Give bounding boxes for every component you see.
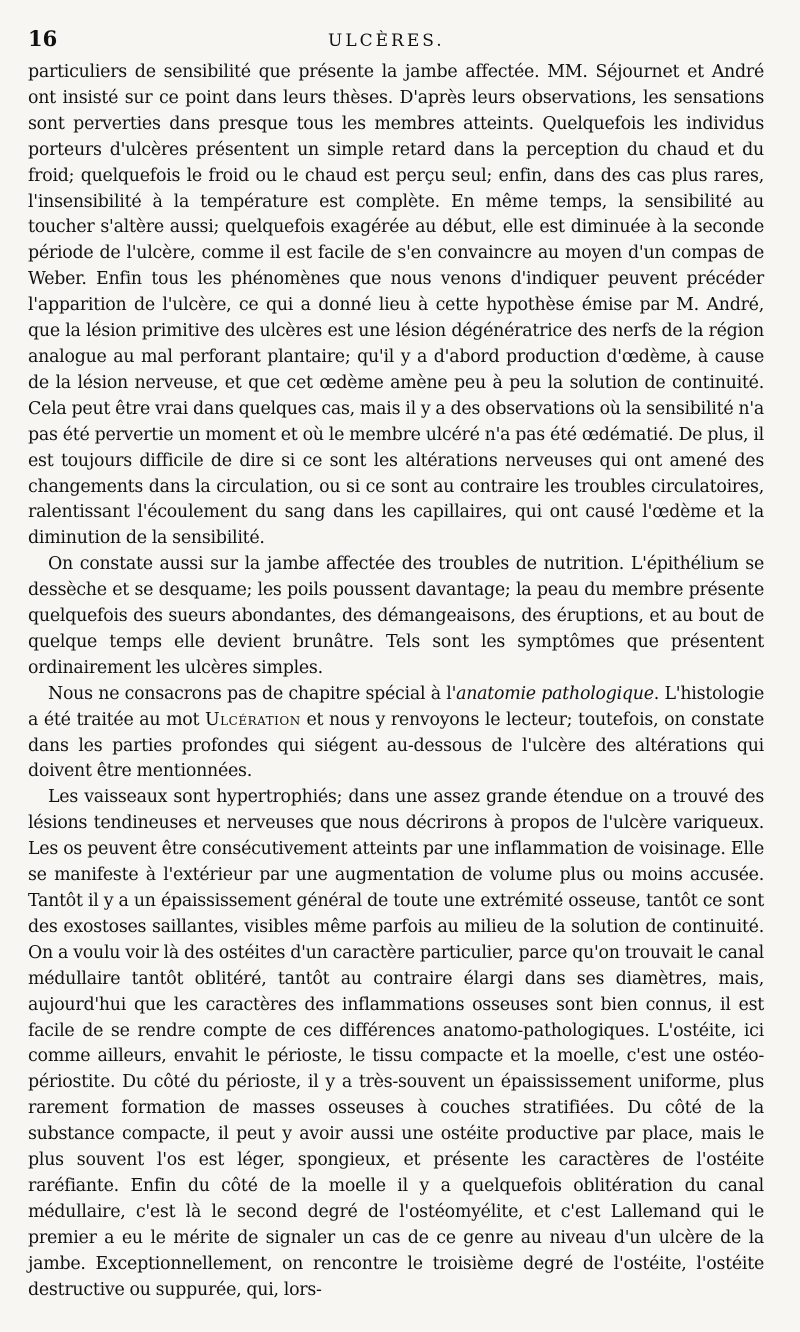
anatomy-italic-term: anatomie pathologique — [456, 683, 654, 704]
page-body — [28, 60, 764, 1304]
paragraph-anatomy — [28, 682, 764, 786]
anatomy-text-end: et nous y renvoyons le lecteur; toutefois, on constate dans les parties profondes qui siégent au-dessous de l'ulcère des altérations qui doivent être mentionnées. — [28, 709, 764, 782]
paragraph-nutrition: On constate aussi sur la jambe affectée des troubles de nutrition. L'épithélium se dessèche et se desquame; les poils poussent davantage; la peau du membre présente quelquefois des sueurs abondantes, des démangeaisons, des éruptions, et au bout de quelque temps elle devient brunâtre. Tels sont les symptômes que présentent ordinairement les ulcères simples. — [28, 554, 764, 678]
page-number: 16 — [28, 26, 58, 51]
paragraph-sensibility: particuliers de sensibilité que présente la jambe affectée. MM. Séjournet et André ont insisté sur ce point dans leurs thèses. D'après leurs observations, les sensations sont perverties dans presque tous les membres atteints. Quelquefois les individus porteurs d'ulcères présentent un simple retard dans la perception du chaud et du froid; quelquefois le froid ou le chaud est perçu seul; enfin, dans des cas plus rares, l'insensibilité à la température est complète. En même temps, la sensibilité au toucher s'altère aussi; quelquefois exagérée au début, elle est diminuée à la seconde période de l'ulcère, comme il est facile de s'en convaincre au moyen d'un compas de Weber. Enfin tous les phénomènes que nous venons d'indiquer peuvent précéder l'apparition de l'ulcère, ce qui a donné lieu à cette hypothèse émise par M. André, que la lésion primitive des ulcères est une lésion dégénératrice des nerfs de la région analogue au mal perforant plantaire; qu'il y a d'abord production d'œdème, à cause de la lésion nerveuse, et que cet œdème amène peu à peu la solution de continuité. Cela peut être vrai dans quelques cas, mais il y a des observations où la sensibilité n'a pas été pervertie un moment et où le membre ulcéré n'a pas été œdématié. De plus, il est toujours difficile de dire si ce sont les altérations nerveuses qui ont amené des changements dans la circulation, ou si ce sont au contraire les troubles circulatoires, ralentissant l'écoulement du sang dans les capillaires, qui ont causé l'œdème et la diminution de la sensibilité. — [28, 62, 764, 549]
page-header — [28, 26, 764, 60]
anatomy-small-caps-term: Ulcération — [205, 709, 301, 730]
paragraph-vessels-bones: Les vaisseaux sont hypertrophiés; dans une assez grande étendue on a trouvé des lésions tendineuses et nerveuses que nous décrirons à propos de l'ulcère variqueux. Les os peuvent être consécutivement atteints par une inflammation de voisinage. Elle se manifeste à l'extérieur par une augmentation de volume plus ou moins accusée. Tantôt il y a un épaississement général de toute une extrémité osseuse, tantôt ce sont des exostoses saillantes, visibles même parfois au milieu de la solution de continuité. On a voulu voir là des ostéites d'un caractère particulier, parce qu'on trouvait le canal médullaire tantôt oblitéré, tantôt au contraire élargi dans ses diamètres, mais, aujourd'hui que les caractères des inflammations osseuses sont bien connus, il est facile de se rendre compte de ces différences anatomo-pathologiques. L'ostéite, ici comme ailleurs, envahit le périoste, le tissu compacte et la moelle, c'est une ostéo-périostite. Du côté du périoste, il y a très-souvent un épaississement uniforme, plus rarement formation de masses osseuses à couches stratifiées. Du côté de la substance compacte, il peut y avoir aussi une ostéite productive par place, mais le plus souvent l'os est léger, spongieux, et présente les caractères de l'ostéite raréfiante. Enfin du côté de la moelle il y a quelquefois oblitération du canal médullaire, c'est là le second degré de l'ostéomyélite, et c'est Lallemand qui le premier a eu le mérite de signaler un cas de ce genre au niveau d'un ulcère de la jambe. Exceptionnellement, on rencontre le troisième degré de l'ostéite, l'ostéite destructive ou suppurée, qui, lors- — [28, 787, 764, 1300]
anatomy-text-start: Nous ne consacrons pas de chapitre spécial à l' — [48, 683, 457, 704]
anatomy-text-middle: . L'histologie a été traitée au mot — [28, 683, 765, 730]
running-title: ULCÈRES. — [328, 31, 445, 51]
